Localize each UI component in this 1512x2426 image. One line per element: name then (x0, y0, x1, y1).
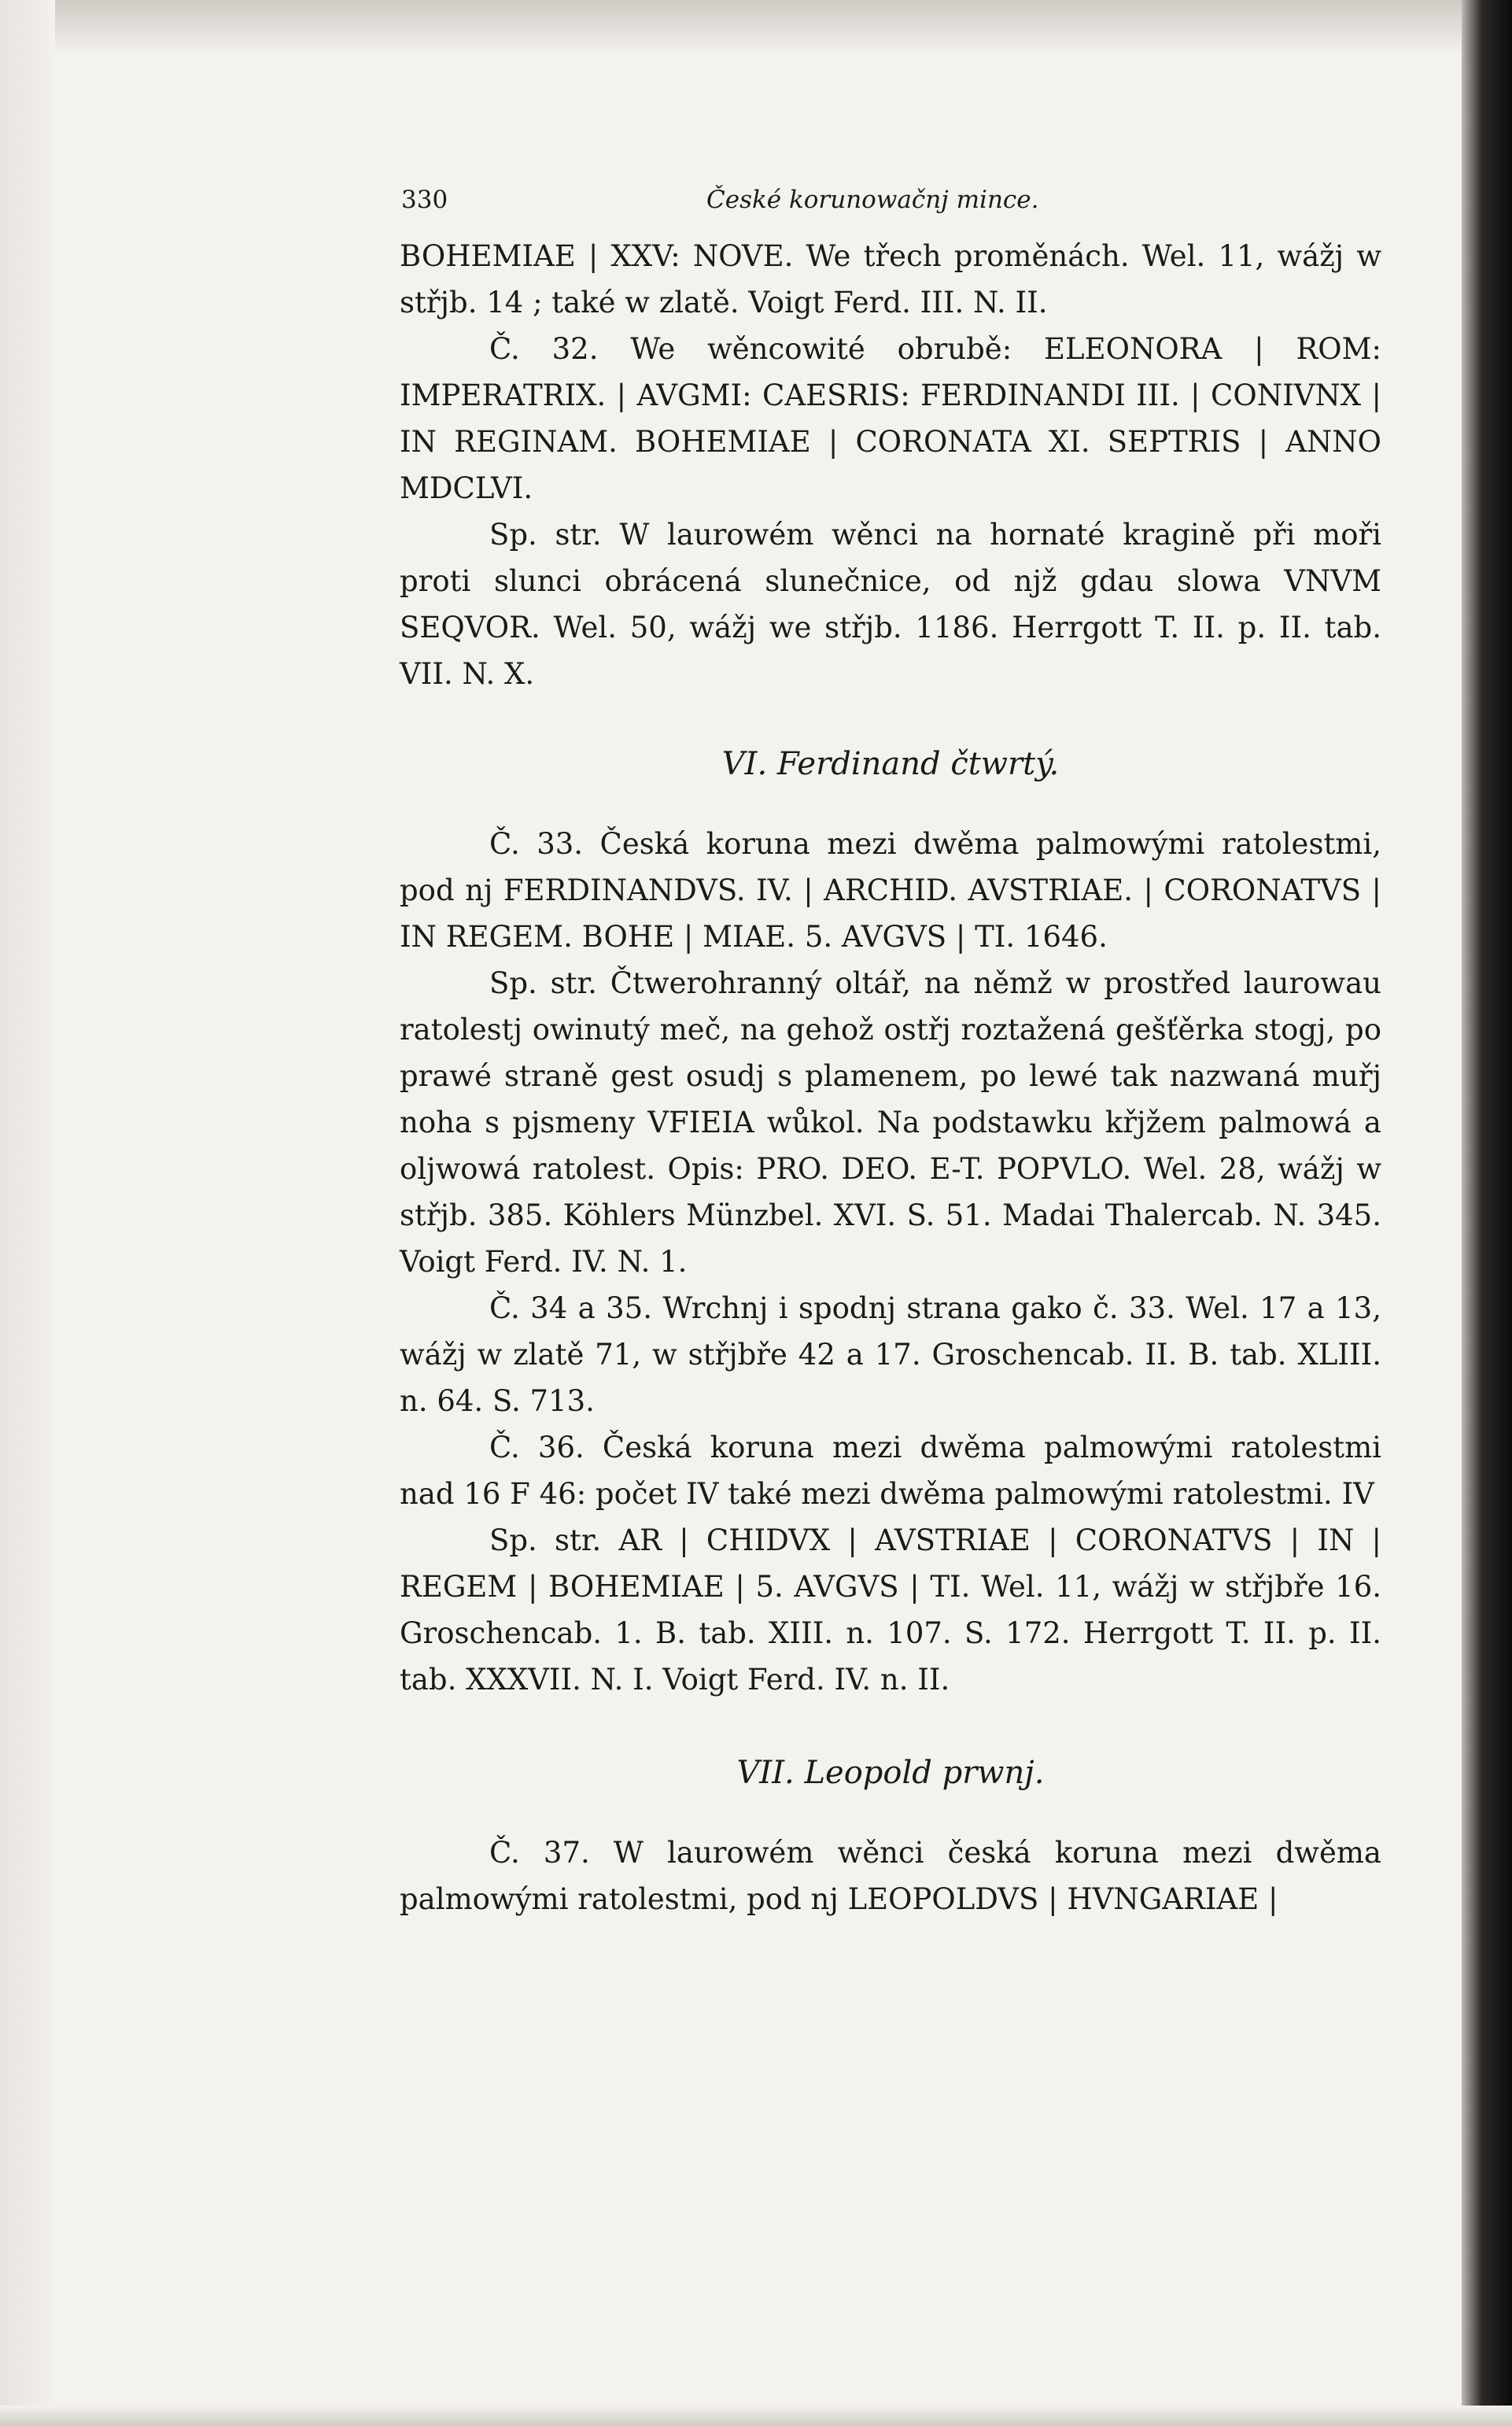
scan-edge-left (0, 0, 55, 2426)
paragraph: BOHEMIAE | XXV: NOVE. We třech proměnách. Wel. 11, wážj w střjb. 14 ; také w zlatě. Voigt Ferd. III. N. II. (400, 239, 1381, 319)
paragraph: Č. 32. We wěncowité obrubě: ELEONORA | ROM: IMPERATRIX. | AVGMI: CAESRIS: FERDINANDI III. | CONIVNX | IN REGINAM. BOHEMIAE | CORONATA XI. SEPTRIS | ANNO MDCLVI. (400, 332, 1381, 505)
paragraph: Sp. str. Čtwerohranný oltář, na němž w prostřed laurowau ratolestj owinutý meč, na gehož ostřj roztažená gešťěrka stogj, po prawé straně gest osudj s plamenem, po lewé tak nazwaná muřj noha s pjsmeny VFIEIA wůkol. Na podstawku křjžem palmowá a oljwowá ratolest. Opis: PRO. DEO. E-T. POPVLO. Wel. 28, wážj w střjb. 385. Köhlers Münzbel. XVI. S. 51. Madai Thalercab. N. 345. Voigt Ferd. IV. N. 1. (400, 966, 1381, 1279)
scan-edge-bottom (0, 2406, 1512, 2426)
paragraph: Sp. str. W laurowém wěnci na hornaté kragině při moři proti slunci obrácená slunečnice, od njž gdau slowa VNVM SEQVOR. Wel. 50, wážj we střjb. 1186. Herrgott T. II. p. II. tab. VII. N. X. (400, 518, 1381, 691)
paragraph: Č. 37. W laurowém wěnci česká koruna mezi dwěma palmowými ratolestmi, pod nj LEOPOLDVS | HVNGARIAE | (400, 1836, 1381, 1916)
section-heading: VI. Ferdinand čtwrtý. (721, 746, 1060, 782)
section-heading: VII. Leopold prwnj. (736, 1755, 1045, 1791)
paragraph: Č. 36. Česká koruna mezi dwěma palmowými ratolestmi nad 16 F 46: počet IV také mezi dwěma palmowými ratolestmi. IV (400, 1431, 1381, 1511)
page-header (400, 186, 1381, 233)
running-title: České korunowačnj mince. (706, 186, 1039, 214)
body-text (400, 233, 1381, 1922)
book-page (400, 186, 1381, 1922)
paragraph: Sp. str. AR | CHIDVX | AVSTRIAE | CORONATVS | IN | REGEM | BOHEMIAE | 5. AVGVS | TI. Wel. 11, wážj w střjbře 16. Groschencab. 1. B. tab. XIII. n. 107. S. 172. Herrgott T. II. p. II. tab. XXXVII. N. I. Voigt Ferd. IV. n. II. (400, 1523, 1381, 1697)
page-number: 330 (401, 186, 448, 214)
scan-edge-top (0, 0, 1512, 55)
paragraph: Č. 34 a 35. Wrchnj i spodnj strana gako č. 33. Wel. 17 a 13, wážj w zlatě 71, w střjbře 42 a 17. Groschencab. II. B. tab. XLIII. n. 64. S. 713. (400, 1291, 1381, 1418)
scan-edge-right (1462, 0, 1512, 2426)
paragraph: Č. 33. Česká koruna mezi dwěma palmowými ratolestmi, pod nj FERDINANDVS. IV. | ARCHID. AVSTRIAE. | CORONATVS | IN REGEM. BOHE | MIAE. 5. AVGVS | TI. 1646. (400, 827, 1381, 954)
